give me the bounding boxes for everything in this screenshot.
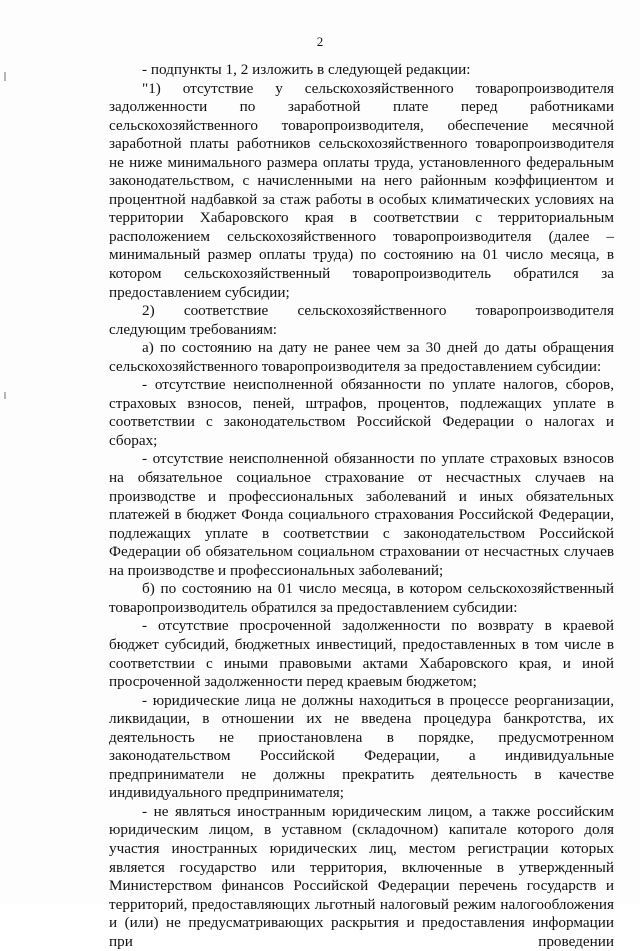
document-body — [109, 61, 614, 951]
scan-edge-mark — [4, 72, 6, 81]
paragraph: - отсутствие неисполненной обязанности по уплате налогов, сборов, страховых взносов, пеней, штрафов, процентов, подлежащих уплате в соответствии с законодательством Российской Федерации о налогах и сборах; — [109, 376, 614, 449]
paragraph: - подпункты 1, 2 изложить в следующей редакции: — [142, 61, 471, 78]
paragraph: - юридические лица не должны находиться в процессе реорганизации, ликвидации, в отношении их не введена процедура банкротства, их деятельность не приостановлена в порядке, предусмотренном законодательством Российской Федерации, а индивидуальные предприниматели не должны прекратить деятельность в качестве индивидуального предпринимателя; — [109, 691, 614, 802]
paragraph: - отсутствие просроченной задолженности по возврату в краевой бюджет субсидий, бюджетных инвестиций, предоставленных в том числе в соответствии с иными правовыми актами Хабаровского края, и иной просроченной задолженности перед краевым бюджетом; — [109, 617, 614, 691]
paragraph: - отсутствие неисполненной обязанности по уплате страховых взносов на обязательное социальное страхование от несчастных случаев на производстве и профессиональных заболеваний и иных обязательных платежей в бюджет Фонда социального страхования Российской Федерации, подлежащих уплате в соответствии с законодательством Российской Федерации об обязательном социальном страховании от несчастных случаев на производстве и профессиональных заболеваний; — [109, 450, 614, 579]
paragraph: б) по состоянию на 01 число месяца, в котором сельскохозяйственный товаропроизводитель обратился за предоставлением субсидии: — [109, 580, 614, 616]
paragraph: - не являться иностранным юридическим лицом, а также российским юридическим лицом, в уставном (складочном) капитале которого доля участия иностранных юридических лиц, местом регистрации которых является государство или территория, включенные в утвержденный Министерством финансов Российской Федерации перечень государств и территорий, предоставляющих льготный налоговый режим налогообложения и (или) не предусматривающих раскрытия и предоставления информации при проведении — [109, 802, 614, 950]
paragraph: 2) соответствие сельскохозяйственного товаропроизводителя следующим требованиям: — [109, 302, 614, 338]
paragraph: а) по состоянию на дату не ранее чем за 30 дней до даты обращения сельскохозяйственного товаропроизводителя за предоставлением субсидии: — [109, 339, 614, 375]
scan-edge-mark — [4, 392, 6, 399]
paragraph: "1) отсутствие у сельскохозяйственного товаропроизводителя задолженности по заработной плате перед работниками сельскохозяйственного товаропроизводителя, обеспечение месячной заработной платы работников сельскохозяйственного товаропроизводителя не ниже минимального размера оплаты труда, установленного федеральным законодательством, с начисленными на него районным коэффициентом и процентной надбавкой за стаж работы в особых климатических условиях на территории Хабаровского края в соответствии с территориальным расположением сельскохозяйственного товаропроизводителя (далее – минимальный размер оплаты труда) по состоянию на 01 число месяца, в котором сельскохозяйственный товаропроизводитель обратился за предоставлением субсидии; — [109, 79, 614, 301]
page-number: 2 — [316, 34, 324, 49]
